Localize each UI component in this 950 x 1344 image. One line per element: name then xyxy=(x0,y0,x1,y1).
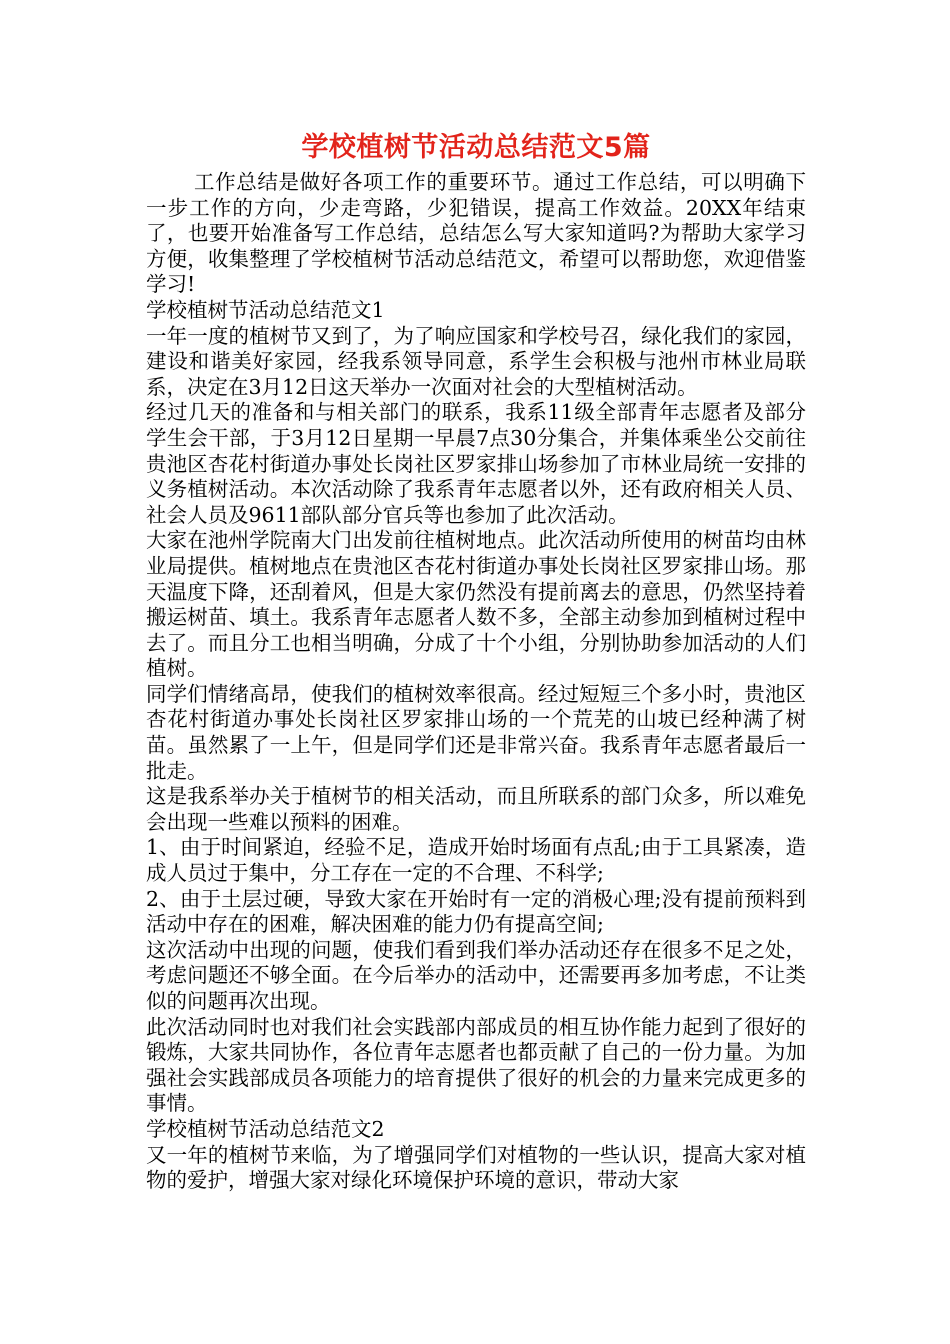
section-1-paragraph: 此次活动同时也对我们社会实践部内部成员的相互协作能力起到了很好的锻炼，大家共同协作，各位青年志愿者也都贡献了自己的一份力量。为加强社会实践部成员各项能力的培育提供了很好的机会的力量来完成更多的事情。 xyxy=(146,1014,806,1116)
section-1-paragraph: 大家在池州学院南大门出发前往植树地点。此次活动所使用的树苗均由林业局提供。植树地点在贵池区杏花村街道办事处长岗社区罗家排山场。那天温度下降，还刮着风，但是大家仍然没有提前离去的意思，仍然坚持着搬运树苗、填土。我系青年志愿者人数不多，全部主动参加到植树过程中去了。而且分工也相当明确，分成了十个小组，分别协助参加活动的人们植树。 xyxy=(146,528,806,681)
document-title: 学校植树节活动总结范文5篇 xyxy=(301,132,651,163)
section-1-heading: 学校植树节活动总结范文1 xyxy=(146,297,385,322)
document-page xyxy=(146,128,806,1194)
section-1-paragraph: 这次活动中出现的问题，使我们看到我们举办活动还存在很多不足之处，考虑问题还不够全面。在今后举办的活动中，还需要再多加考虑，不让类似的问题再次出现。 xyxy=(146,937,806,1013)
section-1-paragraph: 一年一度的植树节又到了，为了响应国家和学校号召，绿化我们的家园，建设和谐美好家园，经我系领导同意，系学生会积极与池州市林业局联系，决定在3月12日这天举办一次面对社会的大型植树活动。 xyxy=(146,323,806,399)
section-2-paragraph: 又一年的植树节来临，为了增强同学们对植物的一些认识，提高大家对植物的爱护，增强大家对绿化环境保护环境的意识，带动大家 xyxy=(146,1142,806,1193)
section-1-list-item: 2、由于土层过硬，导致大家在开始时有一定的消极心理;没有提前预料到活动中存在的困难，解决困难的能力仍有提高空间; xyxy=(146,886,806,937)
section-1-paragraph: 同学们情绪高昂，使我们的植树效率很高。经过短短三个多小时，贵池区杏花村街道办事处长岗社区罗家排山场的一个荒芜的山坡已经种满了树苗。虽然累了一上午，但是同学们还是非常兴奋。我系青年志愿者最后一批走。 xyxy=(146,681,806,783)
intro-paragraph: 工作总结是做好各项工作的重要环节。通过工作总结，可以明确下一步工作的方向，少走弯路，少犯错误，提高工作效益。20XX年结束了，也要开始准备写工作总结，总结怎么写大家知道吗?为帮助大家学习方便，收集整理了学校植树节活动总结范文，希望可以帮助您，欢迎借鉴学习! xyxy=(146,170,806,297)
section-2-heading: 学校植树节活动总结范文2 xyxy=(146,1116,385,1141)
section-1-paragraph: 这是我系举办关于植树节的相关活动，而且所联系的部门众多，所以难免会出现一些难以预料的困难。 xyxy=(146,784,806,834)
section-1-list-item: 1、由于时间紧迫，经验不足，造成开始时场面有点乱;由于工具紧凑，造成人员过于集中，分工存在一定的不合理、不科学; xyxy=(146,835,806,886)
section-1-paragraph: 经过几天的准备和与相关部门的联系，我系11级全部青年志愿者及部分学生会干部，于3月12日星期一早晨7点30分集合，并集体乘坐公交前往贵池区杏花村街道办事处长岗社区罗家排山场参加了市林业局统一安排的义务植树活动。本次活动除了我系青年志愿者以外，还有政府相关人员、社会人员及9611部队部分官兵等也参加了此次活动。 xyxy=(146,400,806,527)
